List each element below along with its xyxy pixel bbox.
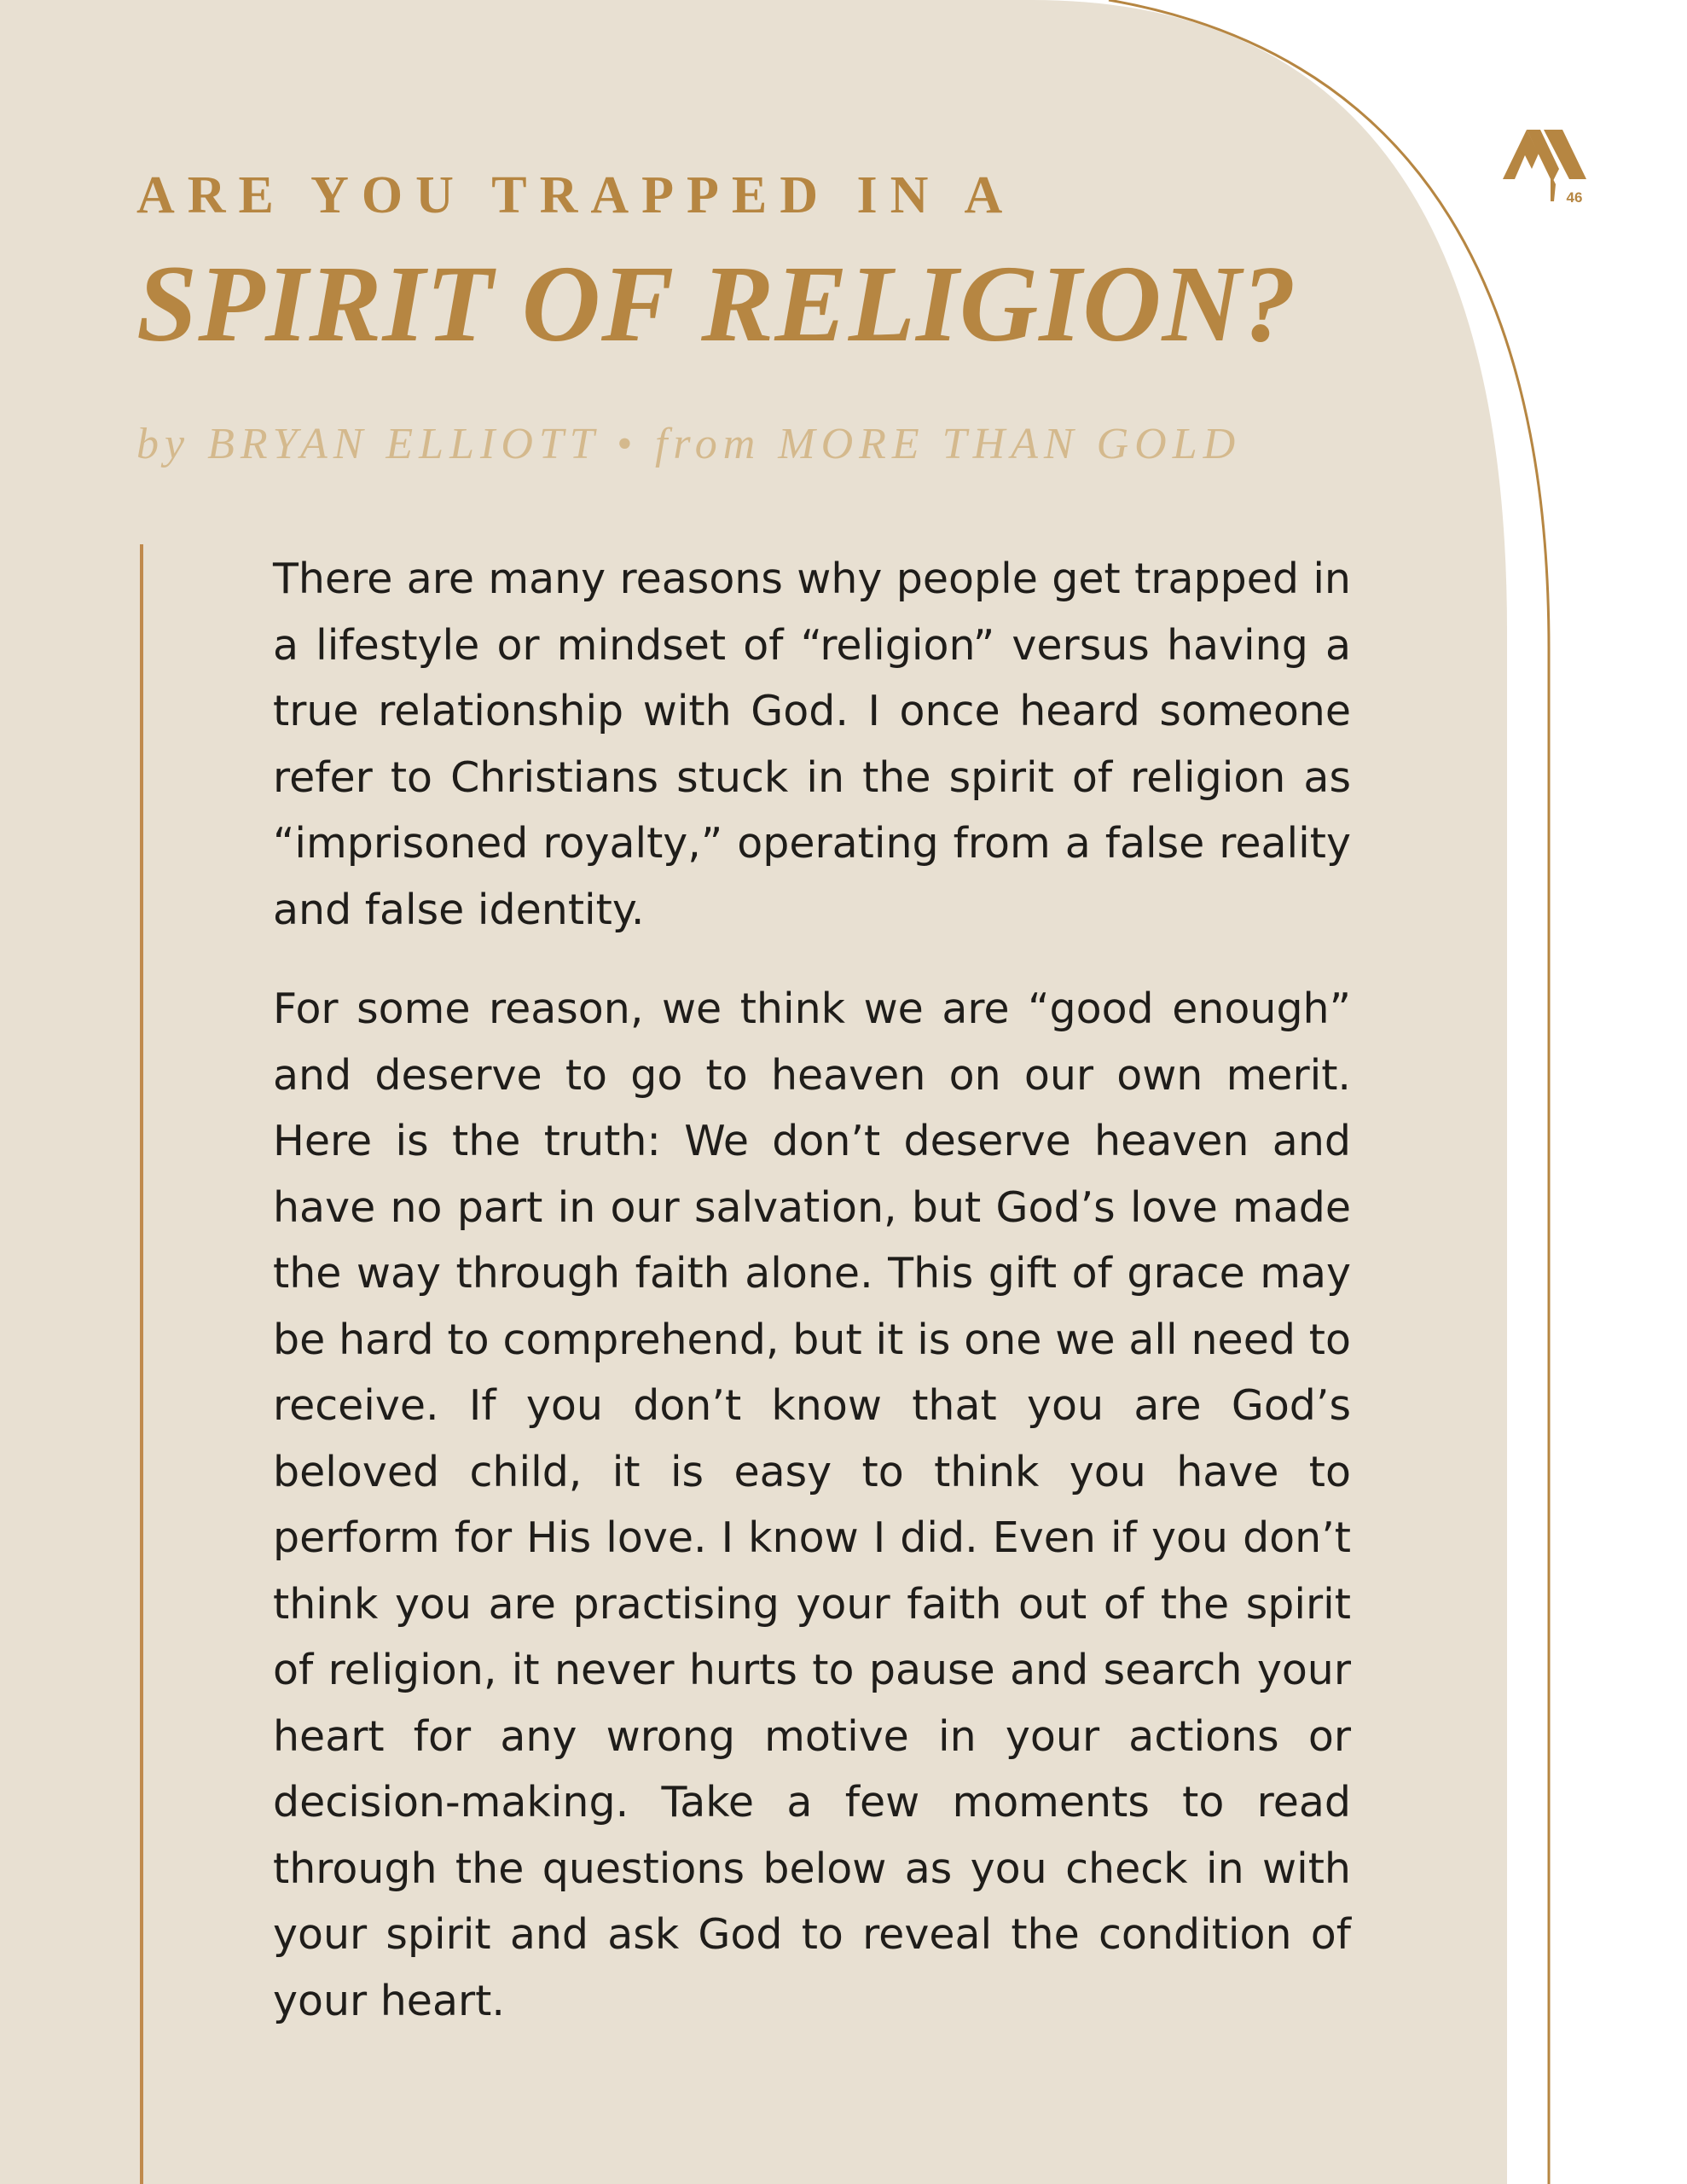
body-paragraph-1: There are many reasons why people get trapped in a lifestyle or mindset of “religion” versus having a true relationship with God. I once heard someone refer to Christians stuck in the spirit of religion as “imprisoned royalty,” operating from a false reality and false identity. — [273, 555, 1351, 934]
page-number: 46 — [1566, 189, 1583, 206]
mountain-m-logo-icon — [1503, 119, 1593, 210]
article-kicker: ARE YOU TRAPPED IN A — [136, 166, 1016, 224]
article-title: SPIRIT OF RELIGION? — [136, 243, 1297, 364]
brand-logo — [1503, 119, 1593, 210]
article-body — [273, 546, 1351, 2067]
vertical-rule — [140, 544, 143, 2184]
article-byline: by BRYAN ELLIOTT • from MORE THAN GOLD — [136, 420, 1242, 468]
body-paragraph-2: For some reason, we think we are “good enough” and deserve to go to heaven on our own merit. Here is the truth: We don’t deserve heaven and have no part in our salvation, but God’s love made the way through faith alone. This gift of grace may be hard to comprehend, but it is one we all need to receive. If you don’t know that you are God’s beloved child, it is easy to think you have to perform for His love. I know I did. Even if you don’t think you are practising your faith out of the spirit of religion, it never hurts to pause and search your heart for any wrong motive in your actions or decision-making. Take a few moments to read through the questions below as you check in with your spirit and ask God to reveal the condition of your heart. — [273, 985, 1351, 2025]
